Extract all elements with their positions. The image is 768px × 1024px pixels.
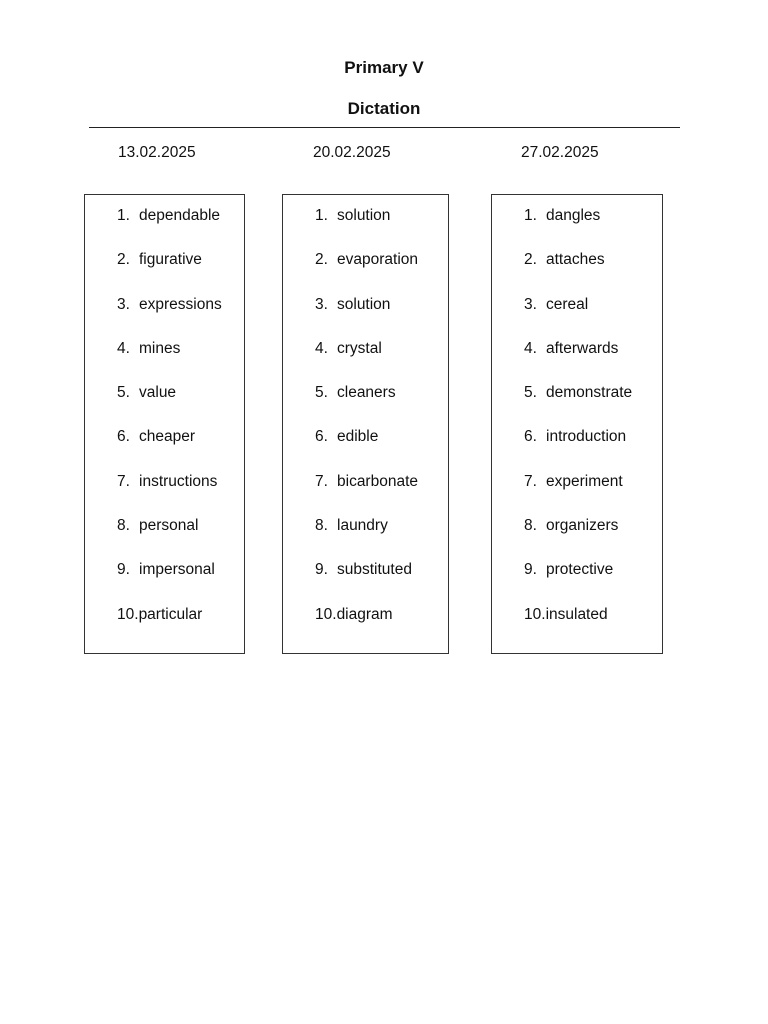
item-number: 9. <box>117 561 130 579</box>
list-item <box>524 206 632 250</box>
list-item <box>117 516 222 560</box>
item-number: 3. <box>315 295 328 313</box>
item-number: 6. <box>117 428 130 446</box>
item-number: 2. <box>315 251 328 269</box>
list-item <box>315 560 418 604</box>
page-subtitle: Dictation <box>347 99 421 118</box>
list-item <box>117 206 222 250</box>
list-item <box>117 427 222 471</box>
item-word: substituted <box>337 561 412 579</box>
list-item <box>524 383 632 427</box>
item-number: 8. <box>315 517 328 535</box>
item-word: crystal <box>337 339 382 357</box>
item-word: personal <box>139 517 199 535</box>
list-item <box>117 295 222 339</box>
list-item <box>524 516 632 560</box>
item-word: diagram <box>336 605 393 623</box>
list-item <box>315 383 418 427</box>
item-number: 9. <box>524 561 537 579</box>
header-divider <box>89 127 680 128</box>
item-number: 5. <box>117 384 130 402</box>
item-word: demonstrate <box>546 384 633 402</box>
item-number: 10. <box>315 605 337 623</box>
item-word: bicarbonate <box>337 472 419 490</box>
item-number: 4. <box>524 339 537 357</box>
list-item <box>315 295 418 339</box>
item-number: 1. <box>117 207 130 224</box>
page-title: Primary V <box>344 58 424 77</box>
word-box-1 <box>84 194 245 654</box>
list-item <box>524 339 632 383</box>
item-number: 3. <box>524 295 537 313</box>
list-item <box>524 560 632 604</box>
item-word: value <box>139 384 177 402</box>
item-word: laundry <box>337 517 388 535</box>
item-word: introduction <box>546 428 627 446</box>
item-number: 4. <box>117 339 130 357</box>
item-number: 5. <box>524 384 537 402</box>
list-item <box>315 250 418 294</box>
item-word: afterwards <box>546 339 619 357</box>
item-word: solution <box>337 295 391 313</box>
item-word: cleaners <box>337 384 396 402</box>
item-number: 3. <box>117 295 130 313</box>
item-word: cereal <box>546 295 589 313</box>
item-word: cheaper <box>139 428 196 446</box>
list-item <box>524 427 632 471</box>
list-item <box>117 250 222 294</box>
list-item <box>315 339 418 383</box>
item-number: 10. <box>524 605 546 623</box>
item-number: 2. <box>117 251 130 269</box>
item-number: 4. <box>315 339 328 357</box>
list-item <box>524 472 632 516</box>
item-word: dependable <box>139 207 221 224</box>
list-item <box>524 295 632 339</box>
item-word: expressions <box>139 295 222 313</box>
item-word: attaches <box>546 251 605 269</box>
item-word: figurative <box>139 251 202 269</box>
list-item <box>315 516 418 560</box>
item-word: experiment <box>546 472 623 490</box>
item-number: 2. <box>524 251 537 269</box>
item-number: 6. <box>524 428 537 446</box>
word-list-3 <box>524 206 632 649</box>
list-item <box>315 605 418 649</box>
date-column-3: 27.02.2025 <box>521 144 599 161</box>
item-word: edible <box>337 428 379 446</box>
word-list-1 <box>117 206 222 649</box>
item-number: 7. <box>117 472 130 490</box>
item-word: evaporation <box>337 251 419 269</box>
item-number: 5. <box>315 384 328 402</box>
list-item <box>117 472 222 516</box>
item-word: instructions <box>139 472 218 490</box>
item-word: protective <box>546 561 614 579</box>
item-number: 1. <box>315 207 328 224</box>
list-item <box>315 472 418 516</box>
list-item <box>524 605 632 649</box>
list-item <box>524 250 632 294</box>
item-number: 10. <box>117 605 139 623</box>
item-word: insulated <box>545 605 608 623</box>
item-word: solution <box>337 207 391 224</box>
item-number: 6. <box>315 428 328 446</box>
list-item <box>117 383 222 427</box>
word-list-2 <box>315 206 418 649</box>
item-number: 8. <box>524 517 537 535</box>
item-word: impersonal <box>139 561 215 579</box>
item-word: mines <box>139 339 181 357</box>
list-item <box>117 560 222 604</box>
list-item <box>315 427 418 471</box>
item-word: dangles <box>546 207 601 224</box>
list-item <box>117 339 222 383</box>
item-number: 7. <box>315 472 328 490</box>
list-item <box>315 206 418 250</box>
item-word: organizers <box>546 517 619 535</box>
date-column-1: 13.02.2025 <box>118 144 196 161</box>
word-box-2 <box>282 194 449 654</box>
item-number: 9. <box>315 561 328 579</box>
item-number: 8. <box>117 517 130 535</box>
item-number: 7. <box>524 472 537 490</box>
date-column-2: 20.02.2025 <box>313 144 391 161</box>
word-box-3 <box>491 194 663 654</box>
list-item <box>117 605 222 649</box>
item-number: 1. <box>524 207 537 224</box>
item-word: particular <box>138 605 203 623</box>
